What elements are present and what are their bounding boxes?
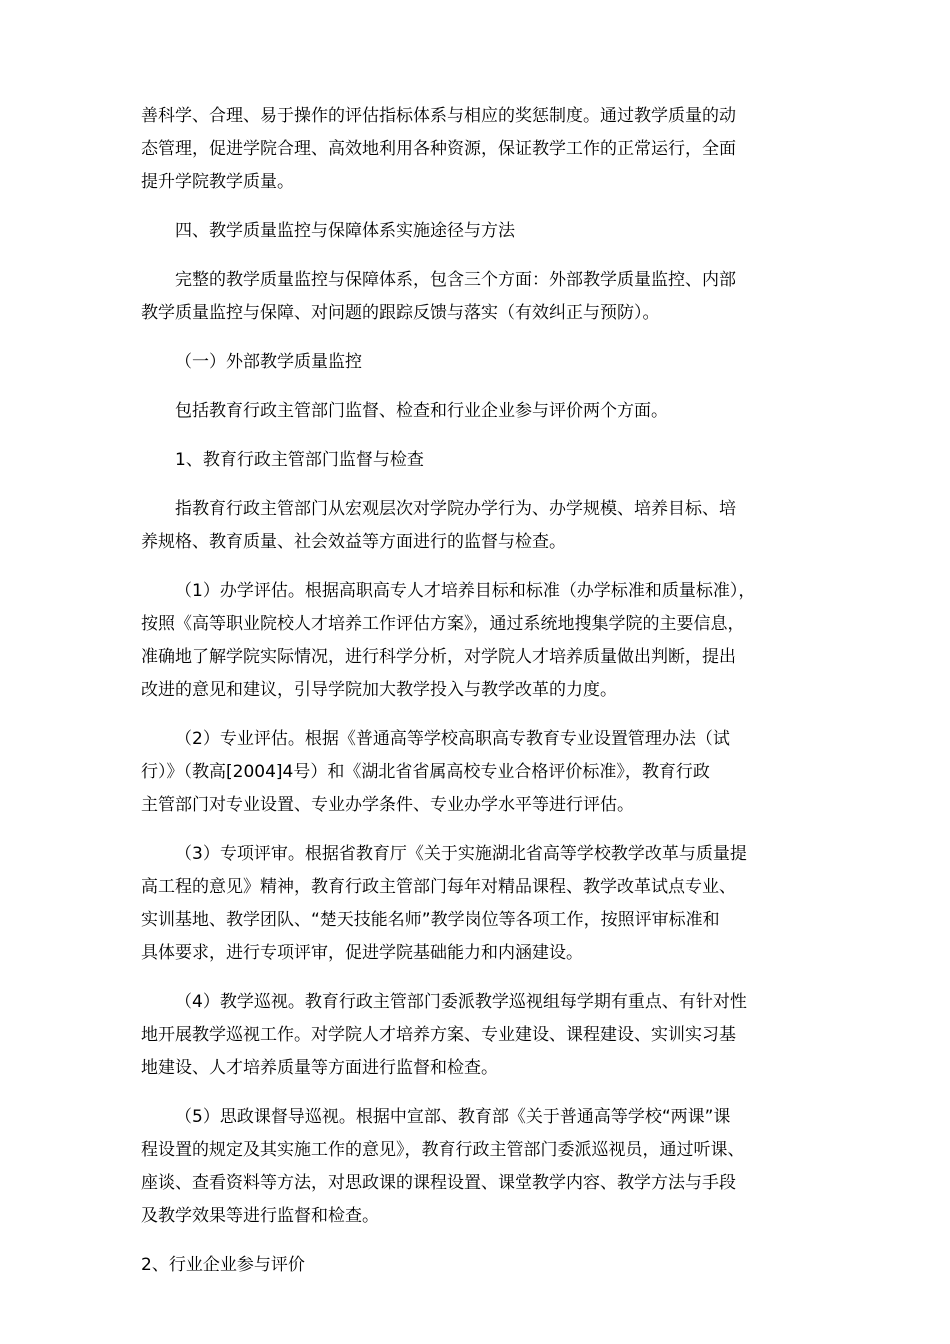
subsection-heading-external [141, 346, 813, 379]
text-line: 提升学院教学质量。 [141, 172, 294, 192]
subsection-heading-1 [141, 444, 813, 477]
text-line: （5）思政课督导巡视。根据中宣部、教育部《关于普通高等学校“两课”课 [175, 1107, 731, 1127]
text-line: 养规格、教育质量、社会效益等方面进行的监督与检查。 [141, 532, 566, 552]
text-line: 改进的意见和建议，引导学院加大教学投入与教学改革的力度。 [141, 680, 617, 700]
paragraph-admin-supervision [141, 493, 813, 559]
heading-text: 1、教育行政主管部门监督与检查 [175, 450, 424, 470]
paragraph-quality-management [141, 100, 813, 199]
text-line: （2）专业评估。根据《普通高等学校高职高专教育专业设置管理办法（试 [175, 729, 730, 749]
text-line: 行）》（教高[2004]4号）和《湖北省省属高校专业合格评价标准》，教育行政 [141, 762, 710, 782]
heading-text: 2、行业企业参与评价 [141, 1255, 305, 1275]
text-line: 实训基地、教学团队、“楚天技能名师”教学岗位等各项工作，按照评审标准和 [141, 910, 720, 930]
text-line: （3）专项评审。根据省教育厅《关于实施湖北省高等学校教学改革与质量提 [175, 844, 747, 864]
text-line: 包括教育行政主管部门监督、检查和行业企业参与评价两个方面。 [175, 401, 668, 421]
text-line: 教学质量监控与保障、对问题的跟踪反馈与落实（有效纠正与预防）。 [141, 303, 660, 323]
text-line: 按照《高等职业院校人才培养工作评估方案》，通过系统地搜集学院的主要信息， [141, 614, 745, 634]
text-line: 座谈、查看资料等方法，对思政课的课程设置、课堂教学内容、教学方法与手段 [141, 1173, 736, 1193]
list-item-3-special-review [141, 838, 813, 970]
text-line: 地开展教学巡视工作。对学院人才培养方案、专业建设、课程建设、实训实习基 [141, 1025, 736, 1045]
list-item-4-teaching-inspection [141, 986, 813, 1085]
text-line: 及教学效果等进行监督和检查。 [141, 1206, 379, 1226]
section-heading-four [141, 215, 813, 248]
text-line: 准确地了解学院实际情况，进行科学分析，对学院人才培养质量做出判断，提出 [141, 647, 736, 667]
paragraph-external-scope [141, 395, 813, 428]
text-line: 完整的教学质量监控与保障体系，包含三个方面：外部教学质量监控、内部 [175, 270, 736, 290]
heading-text: （一）外部教学质量监控 [175, 352, 362, 372]
list-item-2-major-assessment [141, 723, 813, 822]
text-line: 态管理，促进学院合理、高效地利用各种资源，保证教学工作的正常运行，全面 [141, 139, 736, 159]
subsection-heading-2 [141, 1249, 813, 1282]
text-line: 地建设、人才培养质量等方面进行监督和检查。 [141, 1058, 498, 1078]
heading-text: 四、教学质量监控与保障体系实施途径与方法 [175, 221, 515, 241]
document-page [141, 100, 813, 1298]
text-line: 具体要求，进行专项评审，促进学院基础能力和内涵建设。 [141, 943, 583, 963]
list-item-5-ideological-inspection [141, 1101, 813, 1233]
text-line: 善科学、合理、易于操作的评估指标体系与相应的奖惩制度。通过教学质量的动 [141, 106, 736, 126]
text-line: 指教育行政主管部门从宏观层次对学院办学行为、办学规模、培养目标、培 [175, 499, 736, 519]
list-item-1-school-assessment [141, 575, 813, 707]
paragraph-system-overview [141, 264, 813, 330]
text-line: 主管部门对专业设置、专业办学条件、专业办学水平等进行评估。 [141, 795, 634, 815]
text-line: 高工程的意见》精神，教育行政主管部门每年对精品课程、教学改革试点专业、 [141, 877, 736, 897]
text-line: 程设置的规定及其实施工作的意见》，教育行政主管部门委派巡视员，通过听课、 [141, 1140, 745, 1160]
text-line: （1）办学评估。根据高职高专人才培养目标和标准（办学标准和质量标准）， [175, 581, 756, 601]
text-line: （4）教学巡视。教育行政主管部门委派教学巡视组每学期有重点、有针对性 [175, 992, 747, 1012]
